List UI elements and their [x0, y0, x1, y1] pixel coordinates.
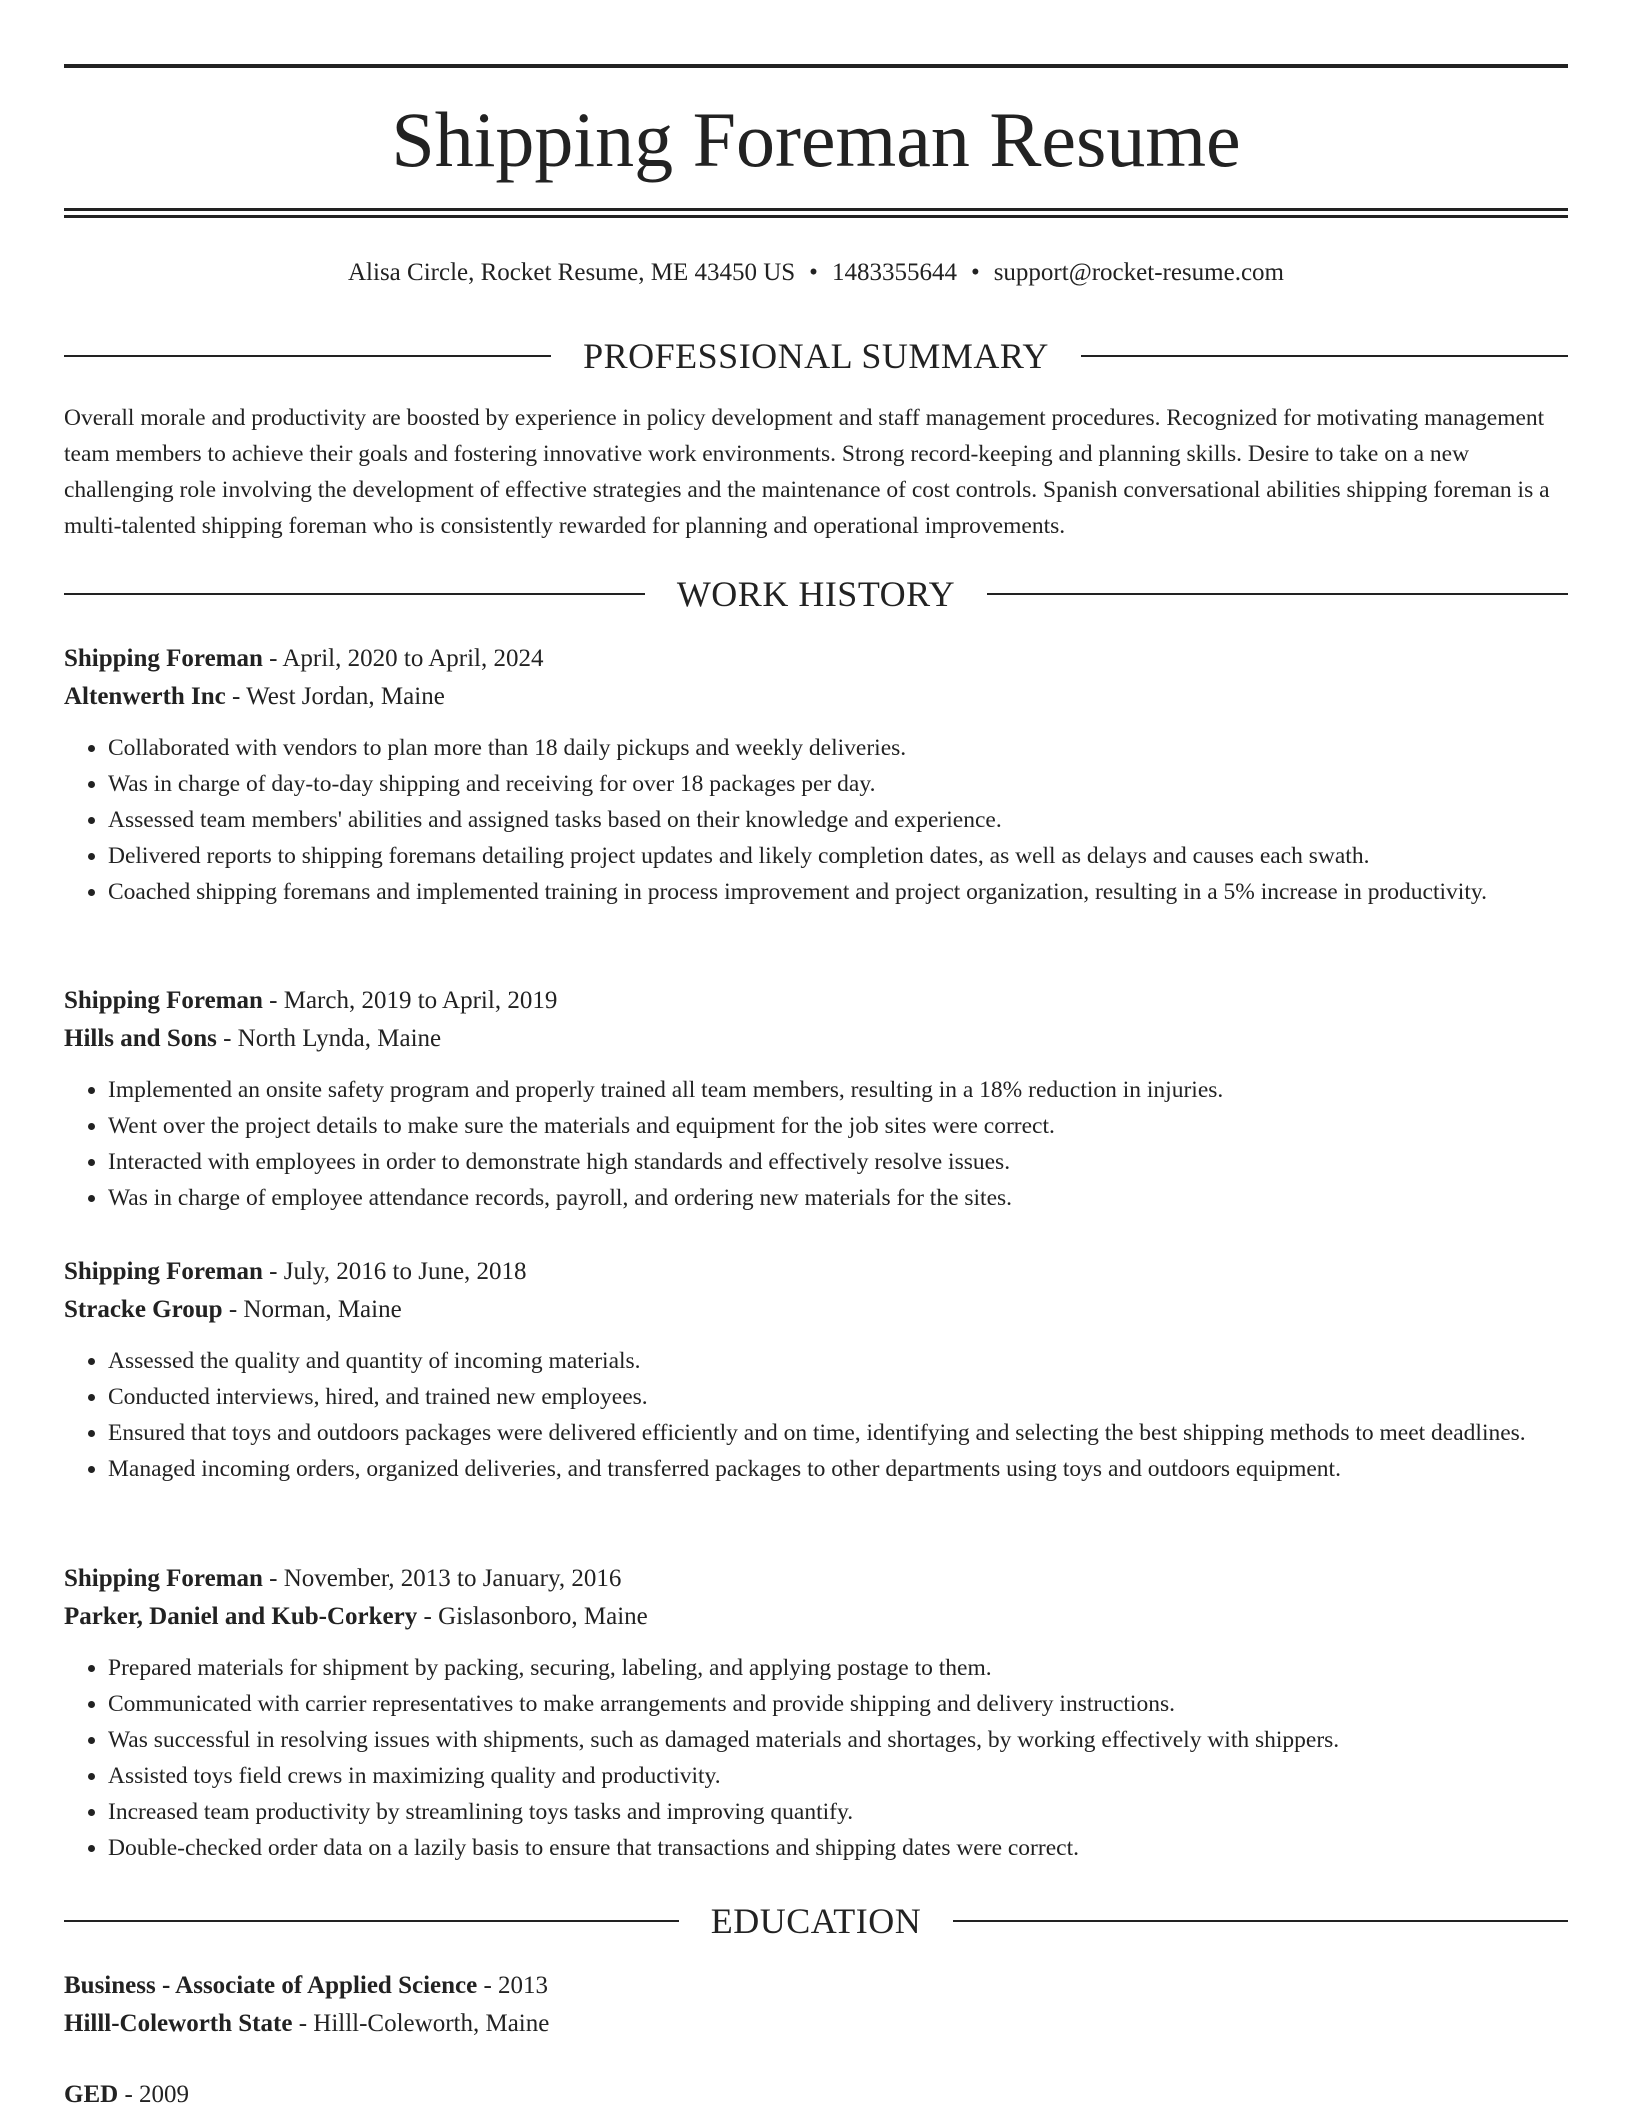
job-title: Shipping Foreman — [64, 645, 263, 672]
job-bullet: • Delivered reports to shipping foremans detailing project updates and likely completion dates, as well as delays and causes each swath. — [108, 838, 1568, 874]
job-title-line — [64, 982, 1568, 1020]
contact-separator: • — [970, 259, 980, 286]
title-double-rule — [64, 208, 1568, 218]
section-title: PROFESSIONAL SUMMARY — [583, 336, 1049, 376]
job-bullet: • Implemented an onsite safety program and properly trained all team members, resulting in a 18% reduction in injuries. — [108, 1072, 1568, 1108]
job-bullets — [64, 1650, 1568, 1866]
contact-line — [64, 256, 1568, 290]
job-title-line — [64, 640, 1568, 678]
job-location: - North Lynda, Maine — [216, 1025, 442, 1052]
job-company-line — [64, 1598, 1568, 1636]
job-bullet: • Ensured that toys and outdoors packages were delivered efficiently and on time, identifying and selecting the best shipping methods to meet deadlines. — [108, 1415, 1568, 1451]
job-company: Stracke Group — [64, 1296, 223, 1323]
section-heading-education — [64, 1899, 1568, 1943]
job-dates: - April, 2020 to April, 2024 — [262, 645, 544, 672]
job-entry — [64, 982, 1568, 1216]
contact-phone: 1483355644 — [831, 259, 957, 286]
job-bullet: • Was in charge of day-to-day shipping and receiving for over 18 packages per day. — [108, 766, 1568, 802]
job-company: Parker, Daniel and Kub-Corkery — [64, 1603, 418, 1630]
contact-separator: • — [809, 259, 818, 286]
education-degree: Business - Associate of Applied Science — [64, 1972, 478, 1999]
education-entry — [64, 1967, 1568, 2043]
section-heading-work-history — [64, 572, 1568, 616]
job-bullets — [64, 1343, 1568, 1487]
resume-title: Shipping Foreman Resume — [391, 96, 1241, 183]
heading-rule-left — [64, 593, 645, 595]
job-bullet: • Collaborated with vendors to plan more than 18 daily pickups and weekly deliveries. — [108, 730, 1568, 766]
job-location: - Norman, Maine — [222, 1296, 402, 1323]
job-company-line — [64, 1020, 1568, 1058]
job-title: Shipping Foreman — [64, 1565, 263, 1592]
job-bullet: • Communicated with carrier representatives to make arrangements and provide shipping and delivery instructions. — [108, 1686, 1568, 1722]
heading-rule-left — [64, 355, 551, 357]
education-school-line — [64, 2005, 1568, 2043]
education-degree-line — [64, 1967, 1568, 2005]
heading-rule-left — [64, 1920, 679, 1922]
job-bullets — [64, 1072, 1568, 1216]
job-company-line — [64, 1291, 1568, 1329]
job-company: Hills and Sons — [64, 1025, 217, 1052]
education-entry — [64, 2076, 1568, 2114]
job-title: Shipping Foreman — [64, 987, 263, 1014]
heading-rule-right — [987, 593, 1568, 595]
job-bullet: • Coached shipping foremans and implemented training in process improvement and project organization, resulting in a 5% increase in productivity. — [108, 874, 1568, 910]
education-location: - Hilll-Coleworth, Maine — [292, 2010, 550, 2037]
education-degree-line — [64, 2076, 1568, 2114]
job-bullet: • Was successful in resolving issues with shipments, such as damaged materials and shortages, by working effectively with shippers. — [108, 1722, 1568, 1758]
job-bullet: • Increased team productivity by streamlining toys tasks and improving quantify. — [108, 1794, 1568, 1830]
education-year: - 2013 — [477, 1972, 549, 1999]
job-company: Altenwerth Inc — [64, 683, 226, 710]
job-bullet: • Was in charge of employee attendance records, payroll, and ordering new materials for the sites. — [108, 1180, 1568, 1216]
job-bullet: • Double-checked order data on a lazily basis to ensure that transactions and shipping dates were correct. — [108, 1830, 1568, 1866]
summary-text: Overall morale and productivity are boosted by experience in policy development and staff management procedures. Recognized for motivating management team members to achieve their goals and fostering innovative work environments. Strong record-keeping and planning skills. Desire to take on a new challenging role involving the development of effective strategies and the maintenance of cost controls. Spanish conversational abilities shipping foreman is a multi-talented shipping foreman who is consistently rewarded for planning and operational improvements. — [64, 405, 1550, 539]
job-title-line — [64, 1253, 1568, 1291]
job-entry — [64, 1560, 1568, 1866]
education-degree: GED — [64, 2081, 119, 2108]
job-title-line — [64, 1560, 1568, 1598]
section-title: EDUCATION — [710, 1901, 922, 1941]
section-heading-summary — [64, 334, 1568, 378]
top-rule — [64, 64, 1568, 68]
job-bullet: • Prepared materials for shipment by packing, securing, labeling, and applying postage to them. — [108, 1650, 1568, 1686]
education-year: - 2009 — [118, 2081, 190, 2108]
job-dates: - March, 2019 to April, 2019 — [262, 987, 558, 1014]
job-entry — [64, 640, 1568, 910]
job-bullet: • Managed incoming orders, organized deliveries, and transferred packages to other departments using toys and outdoors equipment. — [108, 1451, 1568, 1487]
job-title: Shipping Foreman — [64, 1258, 263, 1285]
job-location: - Gislasonboro, Maine — [417, 1603, 648, 1630]
job-dates: - November, 2013 to January, 2016 — [262, 1565, 622, 1592]
job-dates: - July, 2016 to June, 2018 — [262, 1258, 527, 1285]
contact-address: Alisa Circle, Rocket Resume, ME 43450 US — [348, 259, 796, 286]
heading-rule-right — [953, 1920, 1568, 1922]
job-bullet: • Conducted interviews, hired, and trained new employees. — [108, 1379, 1568, 1415]
job-bullet: • Assessed team members' abilities and assigned tasks based on their knowledge and experience. — [108, 802, 1568, 838]
job-bullet: • Interacted with employees in order to demonstrate high standards and effectively resolve issues. — [108, 1144, 1568, 1180]
contact-email: support@rocket-resume.com — [993, 259, 1284, 286]
section-title: WORK HISTORY — [676, 574, 956, 614]
job-bullet: • Assessed the quality and quantity of incoming materials. — [108, 1343, 1568, 1379]
education-school: Hilll-Coleworth State — [64, 2010, 293, 2037]
job-bullet: • Went over the project details to make sure the materials and equipment for the job sites were correct. — [108, 1108, 1568, 1144]
job-company-line — [64, 678, 1568, 716]
heading-rule-right — [1081, 355, 1568, 357]
job-location: - West Jordan, Maine — [225, 683, 445, 710]
job-entry — [64, 1253, 1568, 1487]
job-bullet: • Assisted toys field crews in maximizing quality and productivity. — [108, 1758, 1568, 1794]
job-bullets — [64, 730, 1568, 910]
